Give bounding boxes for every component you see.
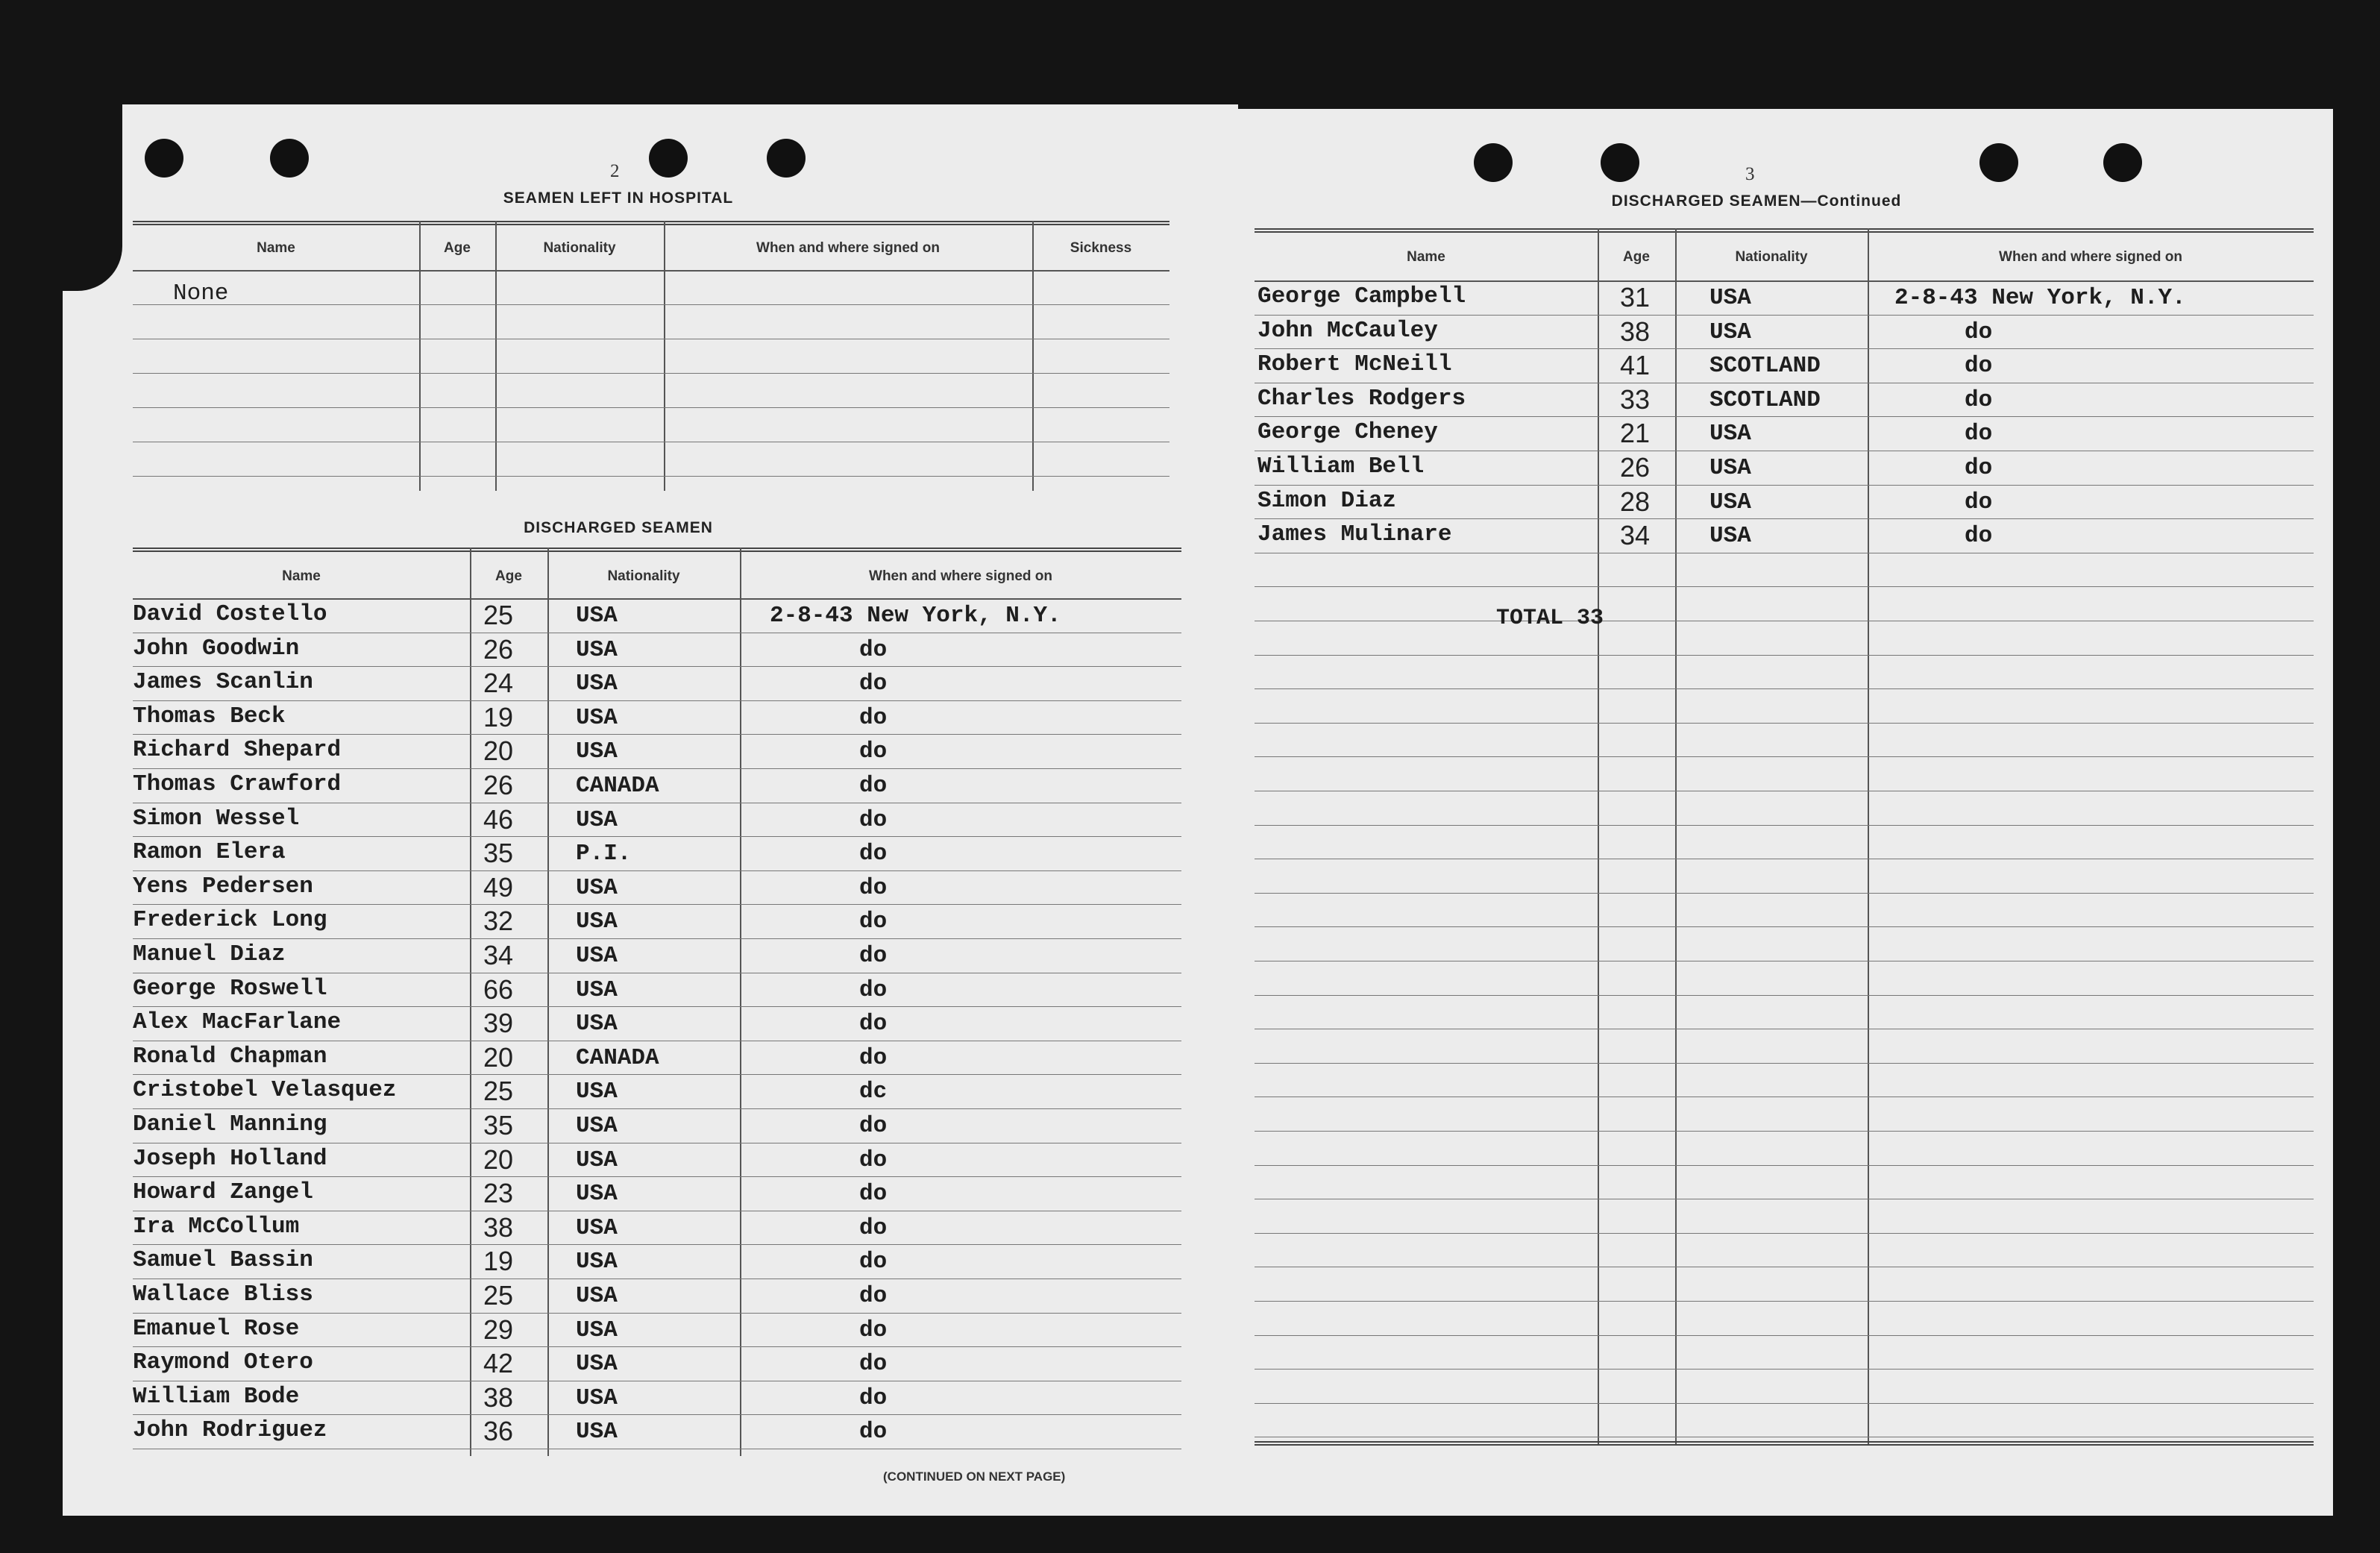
seaman-name: Yens Pedersen [133,873,313,900]
seaman-nationality: USA [576,1249,618,1276]
column-header: Sickness [1070,240,1132,256]
row-rule [1255,756,2314,757]
seaman-name: George Roswell [133,975,327,1002]
row-rule [1255,655,2314,656]
signed-on: do [859,976,888,1003]
seaman-name: John McCauley [1257,317,1438,344]
seaman-age: 25 [483,1076,514,1107]
seaman-name: John Goodwin [133,635,300,662]
seaman-nationality: USA [576,1011,618,1038]
seaman-nationality: USA [576,738,618,765]
seaman-name: Manuel Diaz [133,941,286,967]
seaman-name: Thomas Beck [133,703,286,730]
signed-on: do [859,943,888,969]
row-rule [133,836,1181,837]
seaman-age: 34 [1620,520,1651,551]
seaman-name: David Costello [133,601,327,627]
column-header: Nationality [543,240,616,256]
row-rule [133,1414,1181,1415]
seaman-age: 39 [483,1008,514,1039]
table-rule [133,221,1169,225]
signed-on: do [1965,386,1993,413]
seaman-age: 25 [483,600,514,630]
right-page [1231,109,2333,1516]
seaman-nationality: USA [1709,319,1751,345]
seaman-age: 32 [483,906,514,937]
column-header: Name [257,240,295,256]
seaman-nationality: USA [576,671,618,697]
row-rule [1255,485,2314,486]
seaman-nationality: USA [576,909,618,935]
punch-hole [1474,143,1513,182]
seaman-age: 34 [483,940,514,970]
seaman-age: 42 [483,1348,514,1379]
seaman-name: John Rodriguez [133,1417,327,1444]
seaman-name: Simon Wessel [133,805,300,832]
column-divider [419,221,421,491]
row-rule [1255,416,2314,417]
row-rule [133,1176,1181,1177]
row-rule [133,1313,1181,1314]
row-rule [1255,1403,2314,1404]
seaman-name: Thomas Crawford [133,771,342,797]
row-rule [133,304,1169,305]
seaman-age: 35 [483,838,514,869]
seaman-name: Wallace Bliss [133,1281,313,1308]
column-divider [495,221,497,491]
left-page [63,104,1238,1516]
seaman-name: Emanuel Rose [133,1315,300,1342]
column-divider [1675,228,1677,1444]
table-rule [1255,228,2314,233]
seaman-name: Ramon Elera [133,839,286,866]
column-header: When and where signed on [1999,249,2182,265]
seaman-nationality: USA [576,806,618,833]
column-divider [1032,221,1034,491]
row-rule [1255,995,2314,996]
table-rule [133,598,1181,600]
seaman-age: 46 [483,803,514,835]
seaman-nationality: USA [576,1214,618,1241]
seaman-name: Raymond Otero [133,1349,313,1376]
signed-on: do [859,671,888,697]
row-rule [133,476,1169,477]
punch-hole [2103,143,2142,182]
punch-hole [145,139,183,178]
punch-hole [1979,143,2018,182]
seaman-age: 19 [483,1246,514,1277]
seaman-nationality: SCOTLAND [1709,386,1821,413]
seaman-age: 24 [483,668,514,699]
hospital-section-title: SEAMEN LEFT IN HOSPITAL [503,189,734,207]
continued-table [1255,228,2314,1474]
row-rule [1255,1165,2314,1166]
seaman-nationality: USA [1709,523,1751,550]
seaman-name: Daniel Manning [133,1111,327,1138]
row-rule [133,938,1181,939]
row-rule [1255,1335,2314,1336]
page-number: 3 [1745,164,1755,184]
column-divider [740,548,741,1456]
row-rule [1255,723,2314,724]
row-rule [133,1074,1181,1075]
seaman-name: William Bode [133,1383,300,1410]
seaman-name: Frederick Long [133,907,327,934]
seaman-name: Joseph Holland [133,1145,327,1172]
punch-hole [1601,143,1639,182]
table-rule [1255,1441,2314,1446]
signed-on: do [859,636,888,663]
row-rule [1255,1096,2314,1097]
row-rule [1255,1301,2314,1302]
seaman-age: 25 [483,1280,514,1311]
signed-on: do [1965,421,1993,448]
row-rule [1255,1369,2314,1370]
seaman-name: Robert McNeill [1257,351,1452,378]
seaman-name: Samuel Bassin [133,1247,313,1274]
column-header: Age [495,568,522,584]
row-rule [133,373,1169,374]
seaman-name: Simon Diaz [1257,487,1397,514]
seaman-nationality: USA [576,636,618,663]
column-header: Nationality [1735,249,1808,265]
signed-on: do [859,1146,888,1173]
column-header: When and where signed on [869,568,1052,584]
seaman-age: 41 [1620,350,1651,381]
punch-hole [767,139,806,178]
signed-on: do [859,1283,888,1309]
seaman-name: Richard Shepard [133,737,342,764]
signed-on: 2-8-43 New York, N.Y. [770,603,1061,629]
seaman-name: George Cheney [1257,419,1438,446]
punch-hole [270,139,309,178]
row-rule [133,407,1169,408]
seaman-age: 38 [483,1381,514,1413]
row-rule [133,904,1181,905]
seaman-name: James Mulinare [1257,521,1452,548]
signed-on: do [859,841,888,868]
seaman-nationality: USA [576,704,618,731]
seaman-name: William Bell [1257,454,1425,480]
row-rule [133,1006,1181,1007]
seaman-nationality: SCOTLAND [1709,353,1821,380]
row-rule [1255,1131,2314,1132]
seaman-nationality: USA [576,943,618,969]
table-rule [133,270,1169,272]
hospital-entry: None [173,280,229,307]
signed-on: do [859,773,888,799]
seaman-nationality: USA [576,1351,618,1378]
seaman-name: George Campbell [1257,283,1466,310]
seaman-age: 23 [483,1178,514,1209]
seaman-age: 26 [1620,452,1651,483]
seaman-nationality: USA [576,1181,618,1208]
seaman-age: 49 [483,871,514,903]
signed-on: do [859,909,888,935]
column-header: Name [1407,249,1445,265]
row-rule [1255,315,2314,316]
signed-on: dc [859,1079,888,1105]
row-rule [133,1108,1181,1109]
seaman-age: 20 [483,1041,514,1073]
column-divider [1598,228,1599,1444]
seaman-nationality: USA [576,1146,618,1173]
row-rule [1255,348,2314,349]
column-divider [547,548,549,1456]
column-divider [470,548,471,1456]
row-rule [133,1244,1181,1245]
page-number: 2 [610,161,620,181]
column-divider [1868,228,1869,1444]
seaman-nationality: USA [576,1283,618,1309]
seaman-name: James Scanlin [133,669,313,696]
row-rule [1255,1233,2314,1234]
seaman-nationality: USA [576,976,618,1003]
column-divider [664,221,665,491]
seaman-age: 20 [483,1143,514,1175]
seaman-nationality: USA [1709,285,1751,311]
signed-on: do [859,1044,888,1071]
seaman-age: 26 [483,770,514,800]
signed-on: do [859,1214,888,1241]
continued-note: (CONTINUED ON NEXT PAGE) [883,1469,1066,1484]
seaman-name: Charles Rodgers [1257,385,1466,412]
seaman-age: 21 [1620,418,1651,449]
row-rule [133,666,1181,667]
seaman-age: 26 [483,633,514,665]
row-rule [1255,586,2314,587]
table-rule [1255,280,2314,282]
seaman-age: 31 [1620,282,1651,313]
signed-on: do [1965,489,1993,515]
seaman-nationality: USA [576,1419,618,1446]
row-rule [1255,825,2314,826]
seaman-nationality: USA [576,1384,618,1411]
seaman-age: 38 [483,1211,514,1243]
signed-on: do [1965,455,1993,481]
column-header: When and where signed on [756,240,940,256]
seaman-nationality: USA [1709,489,1751,515]
signed-on: do [859,874,888,901]
seaman-nationality: USA [1709,421,1751,448]
signed-on: do [859,1419,888,1446]
seaman-age: 19 [483,701,514,732]
signed-on: do [859,1351,888,1378]
seaman-nationality: P.I. [576,841,632,868]
row-rule [1255,688,2314,689]
signed-on: do [859,1317,888,1343]
seaman-name: Alex MacFarlane [133,1009,342,1036]
column-header: Name [282,568,321,584]
seaman-age: 28 [1620,486,1651,517]
seaman-age: 33 [1620,383,1651,415]
signed-on: do [859,1113,888,1139]
seaman-age: 66 [483,973,514,1005]
signed-on: do [859,738,888,765]
seaman-nationality: USA [576,603,618,629]
punch-hole [649,139,688,178]
seaman-nationality: USA [576,1079,618,1105]
row-rule [1255,518,2314,519]
signed-on: do [859,806,888,833]
signed-on: do [859,1384,888,1411]
row-rule [133,768,1181,769]
seaman-name: Ira McCollum [133,1213,300,1240]
total-count: TOTAL 33 [1496,606,1604,631]
discharged-table [133,548,1181,1495]
signed-on: do [859,1011,888,1038]
signed-on: do [859,1249,888,1276]
seaman-age: 29 [483,1314,514,1345]
row-rule [1255,1063,2314,1064]
seaman-nationality: USA [576,1317,618,1343]
row-rule [133,870,1181,871]
seaman-name: Ronald Chapman [133,1043,327,1070]
discharged-section-title: DISCHARGED SEAMEN [524,519,713,536]
seaman-nationality: USA [1709,455,1751,481]
column-header: Nationality [607,568,680,584]
signed-on: do [1965,353,1993,380]
row-rule [133,1346,1181,1347]
seaman-age: 35 [483,1110,514,1141]
seaman-name: Howard Zangel [133,1179,313,1206]
seaman-nationality: CANADA [576,1044,659,1071]
row-rule [1255,893,2314,894]
row-rule [133,734,1181,735]
seaman-nationality: USA [576,1113,618,1139]
row-rule [1255,926,2314,927]
seaman-age: 20 [483,735,514,767]
seaman-nationality: USA [576,874,618,901]
seaman-age: 38 [1620,316,1651,347]
seaman-nationality: CANADA [576,773,659,799]
signed-on: do [859,704,888,731]
column-header: Age [444,240,471,256]
continued-section-title: DISCHARGED SEAMEN—Continued [1611,192,1902,210]
table-rule [133,548,1181,552]
signed-on: do [1965,523,1993,550]
signed-on: do [1965,319,1993,345]
signed-on: do [859,1181,888,1208]
seaman-age: 36 [483,1416,514,1447]
seaman-name: Cristobel Velasquez [133,1077,397,1104]
signed-on: 2-8-43 New York, N.Y. [1894,285,2186,311]
row-rule [133,700,1181,701]
column-header: Age [1623,249,1650,265]
